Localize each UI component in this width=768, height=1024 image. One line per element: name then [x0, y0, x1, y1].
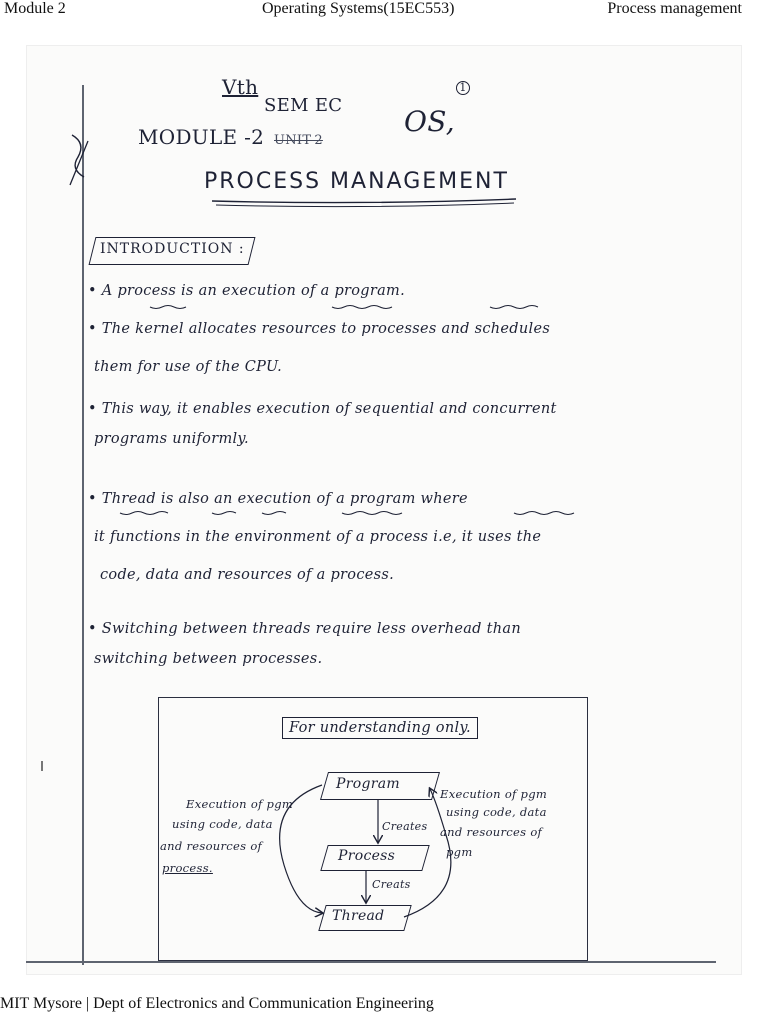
- node-thread-label: Thread: [332, 908, 385, 924]
- right-note-line: Execution of pgm: [440, 787, 548, 801]
- right-note-line: using code, data: [446, 805, 547, 819]
- right-note-line: pgm: [446, 845, 473, 859]
- edge-label-creates: Creates: [382, 820, 428, 833]
- ink-strokes: [26, 45, 742, 975]
- node-program-label: Program: [336, 776, 400, 792]
- left-note-line: Execution of pgm: [186, 797, 294, 811]
- header-course: Operating Systems(15EC553): [262, 0, 455, 17]
- note-line: • Thread is also an execution of a program where: [88, 491, 468, 507]
- section-heading: INTRODUCTION :: [100, 241, 245, 257]
- note-line: • The kernel allocates resources to processes and schedules: [88, 321, 551, 337]
- note-line: • A process is an execution of a program.: [88, 283, 406, 299]
- left-note-line: and resources of: [160, 839, 263, 853]
- node-process-label: Process: [338, 848, 396, 864]
- edge-label-creates: Creats: [372, 878, 411, 891]
- note-line: it functions in the environment of a process i.e, it uses the: [94, 529, 542, 545]
- page-title: PROCESS MANAGEMENT: [204, 169, 509, 194]
- module-label: MODULE -2: [138, 125, 265, 149]
- title-underline: [212, 199, 516, 203]
- note-line: • This way, it enables execution of sequential and concurrent: [88, 401, 557, 417]
- subject-label: OS,: [404, 105, 455, 138]
- struck-unit-label: UNIT-2: [274, 133, 323, 148]
- header-topic: Process management: [607, 0, 742, 17]
- footer-institution: MIT Mysore | Dept of Electronics and Communication Engineering: [0, 995, 434, 1012]
- semester-number: Vth: [222, 75, 259, 99]
- notebook-page: [26, 45, 742, 975]
- note-line: switching between processes.: [94, 651, 323, 667]
- arrow-left-loop: [280, 785, 322, 913]
- note-line: programs uniformly.: [94, 431, 249, 447]
- left-note-line: process.: [162, 861, 213, 875]
- right-note-line: and resources of: [440, 825, 543, 839]
- header-module: Module 2: [4, 0, 66, 17]
- note-line: them for use of the CPU.: [94, 359, 283, 375]
- left-note-line: using code, data: [172, 817, 273, 831]
- note-line: code, data and resources of a process.: [100, 567, 395, 583]
- page-number-mark: 1: [456, 81, 470, 95]
- diagram-heading: For understanding only.: [282, 717, 478, 739]
- note-line: • Switching between threads require less overhead than: [88, 621, 522, 637]
- semester-branch: SEM EC: [264, 95, 343, 116]
- arrow-right-loop: [404, 789, 451, 917]
